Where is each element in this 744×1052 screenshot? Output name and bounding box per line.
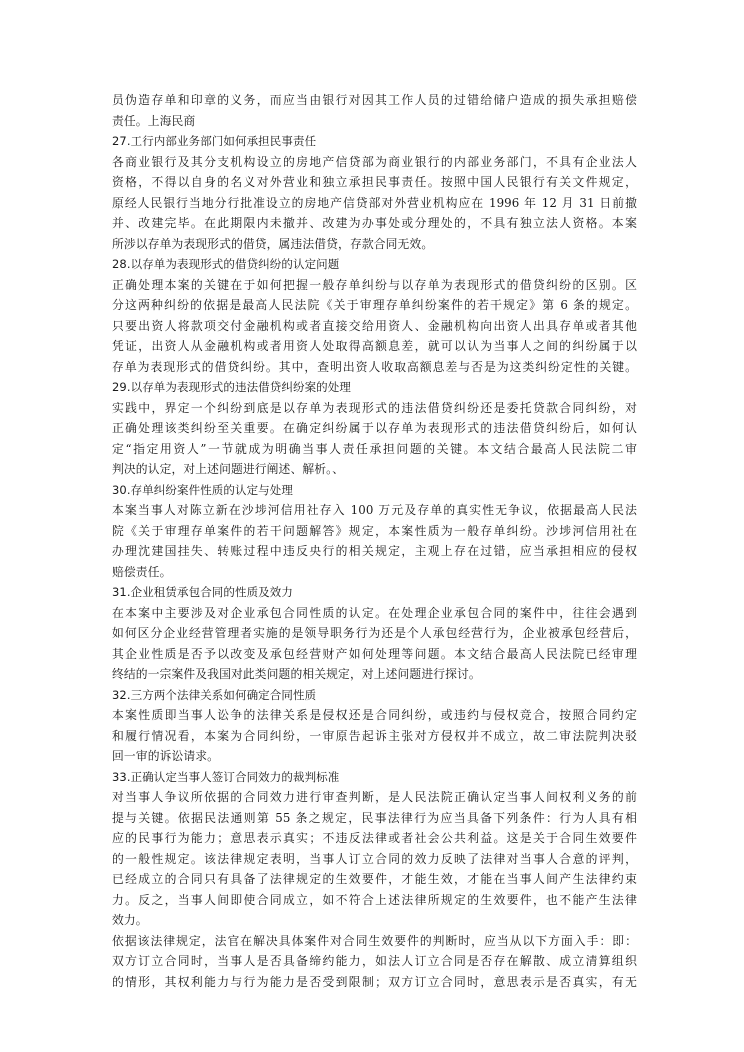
- body-text-line: 和履行情况看，本案为合同纠纷，一审原告起诉主张对方侵权并不成立，故二审法院判决驳: [112, 728, 637, 743]
- body-text-line: 实践中，界定一个纠纷到底是以存单为表现形式的违法借贷纠纷还是委托贷款合同纠纷，对: [112, 400, 637, 415]
- body-text-line: 终结的一宗案件及我国对此类问题的相关规定，对上述问题进行探讨。: [112, 667, 481, 681]
- body-text-line: 院《关于审理存单案件的若干问题解答》规定，本案性质为一般存单纠纷。沙埗河信用社在: [112, 523, 637, 538]
- body-text-line: 正确处理本案的关键在于如何把握一般存单纠纷与以存单为表现形式的借贷纠纷的区别。区: [112, 277, 637, 292]
- body-text-line: 凭证，出资人从金融机构或者用资人处取得高额息差，就可以认为当事人之间的纠纷属于以: [112, 339, 637, 353]
- body-text-line: 所涉以存单为表现形式的借贷，属违法借贷，存款合同无效。: [112, 236, 434, 251]
- body-text-line: 本案性质即当事人讼争的法律关系是侵权还是合同纠纷，或违约与侵权竞合，按照合同约定: [112, 708, 637, 722]
- section-heading: 28.以存单为表现形式的借贷纠纷的认定问题: [112, 257, 340, 271]
- body-text-line: 力。反之，当事人间即使合同成立，如不符合上述法律所规定的生效要件，也不能产生法律: [112, 892, 637, 907]
- body-text-line: 分这两种纠纷的依据是最高人民法院《关于审理存单纠纷案件的若干规定》第 6 条的规定。: [112, 298, 637, 312]
- body-text-line: 对当事人争议所依据的合同效力进行审查判断，是人民法院正确认定当事人间权利义务的前: [112, 790, 637, 804]
- body-text-line: 判决的认定，对上述问题进行阐述、解析。、: [112, 462, 345, 476]
- body-text-line: 办理沈建国挂失、转账过程中违反央行的相关规定，主观上存在过错，应当承担相应的侵权: [112, 544, 637, 558]
- body-text-line: 在本案中主要涉及对企业承包合同性质的认定。在处理企业承包合同的案件中，往往会遇到: [112, 605, 637, 620]
- body-text-line: 正确处理该类纠纷至关重要。在确定纠纷属于以存单为表现形式的违法借贷纠纷后，如何认: [112, 421, 637, 435]
- section-heading: 27.工行内部业务部门如何承担民事责任: [112, 134, 317, 148]
- section-heading: 30.存单纠纷案件性质的认定与处理: [112, 482, 293, 497]
- body-text-line: 责任。上海民商: [112, 113, 196, 128]
- document-page: [112, 90, 637, 992]
- body-text-line: 提与关键。依据民法通则第 55 条之规定，民事法律行为应当具备下列条件：行为人具有相: [112, 810, 637, 825]
- body-text-line: 双方订立合同时，当事人是否具备缔约能力，如法人订立合同是否存在解散、成立清算组织: [112, 954, 637, 968]
- body-text-line: 其企业性质是否予以改变及承包经营财产如何处理等问题。本文结合最高人民法院已经审理: [112, 646, 637, 661]
- body-text-line: 员伪造存单和印章的义务，而应当由银行对因其工作人员的过错给储户造成的损失承担赔偿: [112, 93, 637, 107]
- body-text-line: 如何区分企业经营管理者实施的是领导职务行为还是个人承包经营行为，企业被承包经营后，: [112, 626, 637, 640]
- body-text-line: 已经成立的合同只有具备了法律规定的生效要件，才能生效，才能在当事人间产生法律约束: [112, 872, 637, 886]
- section-heading: 31.企业租赁承包合同的性质及效力: [112, 585, 293, 599]
- body-text-line: 回一审的诉讼请求。: [112, 749, 220, 763]
- body-text-line: 原经人民银行当地分行批准设立的房地产信贷部对外营业机构应在 1996 年 12 月 31 日前撤: [112, 195, 637, 210]
- body-text-line: 资格，不得以自身的名义对外营业和独立承担民事责任。按照中国人民银行有关文件规定，: [112, 175, 637, 189]
- body-text-line: 依据该法律规定，法官在解决具体案件对合同生效要件的判断时，应当从以下方面入手：即：: [112, 933, 637, 948]
- body-text-line: 并、改建完毕。在此期限内未撤并、改建为办事处或分理处的，不具有独立法人资格。本案: [112, 216, 637, 230]
- section-heading: 33.正确认定当事人签订合同效力的裁判标准: [112, 769, 340, 784]
- body-text-line: 赔偿责任。: [112, 564, 172, 579]
- body-text-line: 本案当事人对陈立新在沙埗河信用社存入 100 万元及存单的真实性无争议，依据最高人民法: [112, 503, 637, 517]
- body-text-line: 应的民事行为能力；意思表示真实；不违反法律或者社会公共利益。这是关于合同生效要件: [112, 831, 637, 845]
- section-heading: 29.以存单为表现形式的违法借贷纠纷案的处理: [112, 380, 351, 394]
- section-heading: 32.三方两个法律关系如何确定合同性质: [112, 687, 317, 702]
- body-text-line: 定“指定用资人”一节就成为明确当事人责任承担问题的关键。本文结合最高人民法院二审: [112, 441, 637, 456]
- body-text-line: 存单为表现形式的借贷纠纷。其中，查明出资人收取高额息差与否是为这类纠纷定性的关键。: [112, 359, 637, 374]
- body-text-line: 只要出资人将款项交付金融机构或者直接交给用资人、金融机构向出资人出具存单或者其他: [112, 318, 637, 333]
- body-text-line: 各商业银行及其分支机构设立的房地产信贷部为商业银行的内部业务部门，不具有企业法人: [112, 154, 637, 169]
- body-text-line: 效力。: [112, 913, 148, 927]
- body-text-line: 的情形，其权利能力与行为能力是否受到限制；双方订立合同时，意思表示是否真实，有无: [112, 974, 637, 989]
- body-text-line: 的一般性规定。该法律规定表明，当事人订立合同的效力反映了法律对当事人合意的评判，: [112, 851, 637, 866]
